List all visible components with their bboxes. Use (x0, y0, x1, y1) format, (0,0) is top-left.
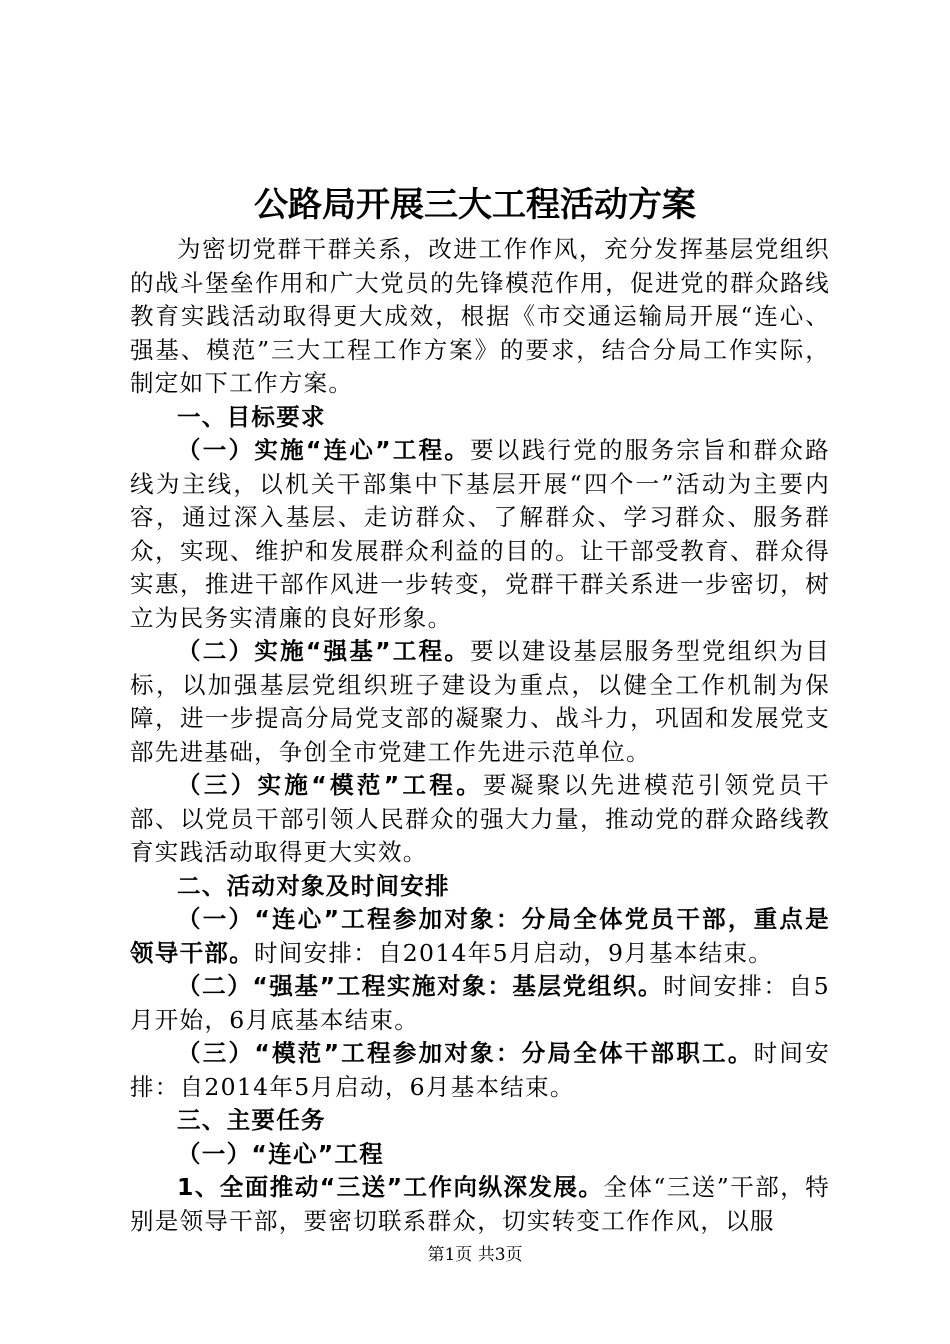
section2-item3-text: 时间安排：自2014年5月启动，6月基本结束。 (130, 1039, 831, 1101)
section1-item1-lead: （一）实施“连心”工程。 (177, 436, 471, 464)
section1-item1-text: 要以践行党的服务宗旨和群众路线为主线，以机关干部集中下基层开展“四个一”活动为主要内容，通过深入基层、走访群众、了解群众、学习群众、服务群众，实现、维护和发展群众利益的目的。让干部受教育、群众得实惠，推进干部作风进一步转变，党群干群关系进一步密切，树立为民务实清廉的良好形象。 (130, 436, 830, 632)
section2-item3-lead: （三）“模范”工程参加对象：分局全体干部职工。 (177, 1039, 754, 1067)
intro-paragraph: 为密切党群干群关系，改进工作作风，充分发挥基层党组织的战斗堡垒作用和广大党员的先锋模范作用，促进党的群众路线教育实践活动取得更大成效，根据《市交通运输局开展“连心、强基、模范”三大工程工作方案》的要求，结合分局工作实际，制定如下工作方案。 (130, 235, 830, 397)
section2-item2-lead: （二）“强基”工程实施对象：基层党组织。 (177, 972, 664, 1000)
page-footer: 第1页 共3页 (427, 1245, 523, 1265)
section1-item1 (130, 434, 830, 635)
section2-heading: 二、活动对象及时间安排 (177, 871, 450, 900)
section3-sub1-heading: （一）“连心”工程 (177, 1139, 385, 1168)
section3-task1-text: 全体“三送”干部，特别是领导干部，要密切联系群众，切实转变工作作风，以服 (130, 1173, 830, 1235)
section3-heading: 三、主要任务 (177, 1106, 326, 1134)
section2-item1-lead: （一）“连心”工程参加对象：分局全体党员干部，重点是领导干部。 (130, 905, 830, 967)
section1-item2-lead: （二）实施“强基”工程。 (177, 637, 471, 665)
section2-item1 (130, 903, 830, 970)
section1-item3 (130, 769, 830, 870)
section1-item3-text: 要凝聚以先进模范引领党员干部、以党员干部引领人民群众的强大力量，推动党的群众路线教育实践活动取得更大实效。 (130, 771, 830, 866)
section2-item1-text: 时间安排：自2014年5月启动，9月基本结束。 (254, 938, 774, 967)
section1-item2-text: 要以建设基层服务型党组织为目标，以加强基层党组织班子建设为重点，以健全工作机制为保障，进一步提高分局党支部的凝聚力、战斗力，巩固和发展党支部先进基础，争创全市党建工作先进示范单位。 (130, 637, 830, 766)
section2-item2-text: 时间安排：自5月开始，6月底基本结束。 (130, 972, 831, 1034)
section2-item2 (130, 970, 830, 1037)
document-title: 公路局开展三大工程活动方案 (254, 185, 696, 225)
section1-item3-lead: （三）实施“模范”工程。 (177, 771, 484, 799)
section2-item3 (130, 1037, 830, 1104)
section1-item2 (130, 635, 830, 769)
document-body (130, 233, 830, 1238)
section3-task1-lead: 1、全面推动“三送”工作向纵深发展。 (177, 1173, 604, 1201)
section3-task1 (130, 1171, 830, 1238)
section1-heading: 一、目标要求 (177, 402, 326, 431)
